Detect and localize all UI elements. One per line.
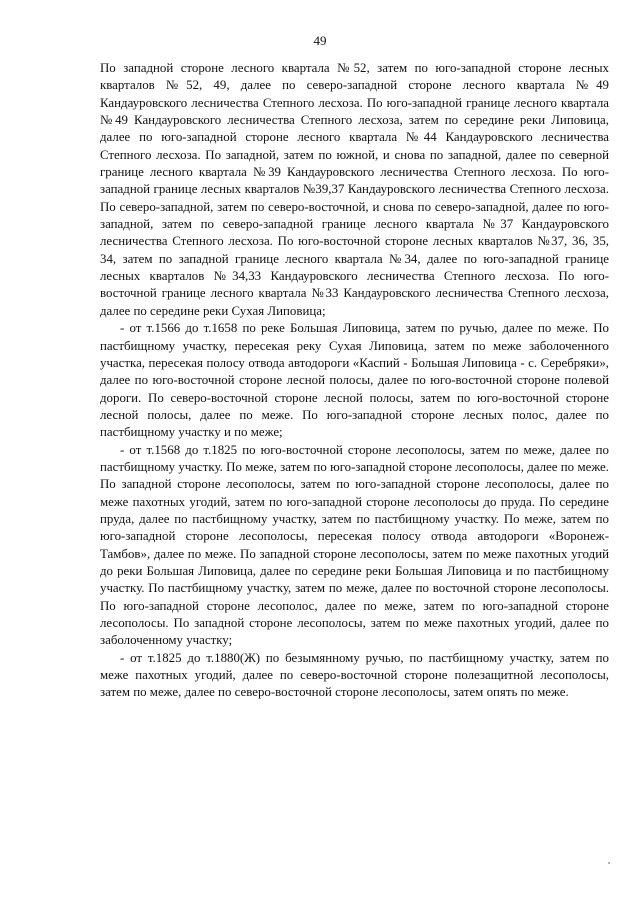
paragraph-segment-1825-1880: - от т.1825 до т.1880(Ж) по безымянному ручью, по пастбищному участку, затем по меже пахотных угодий, далее по северо-восточной стороне полезащитной лесополосы, затем по меже, далее по северо-восточной стороне лесополосы, затем опять по меже.: [100, 650, 609, 700]
paragraph-segment-1568-1825: - от т.1568 до т.1825 по юго-восточной стороне лесополосы, затем по меже, далее по пастбищному участку. По меже, затем по юго-западной стороне лесополосы, далее по меже. По западной стороне лесополосы, затем по юго-западной стороне лесополосы, далее по меже пахотных угодий, затем по юго-западной стороне лесополосы до пруда. По середине пруда, далее по пастбищному участку, затем по пастбищному участку. По меже, затем по юго-западной стороне лесополосы, пересекая полосу отвода автодороги «Воронеж-Тамбов», далее по меже. По западной стороне лесополосы, затем по меже пахотных угодий до реки Большая Липовица, далее по середине реки Большая Липовица и по пастбищному участку. По пастбищному участку, затем по меже, далее по восточной стороне лесополосы. По юго-западной стороне лесополос, далее по меже, затем по юго-западной стороне лесополосы. По западной стороне лесополосы, затем по меже пахотных угодий, далее по заболоченному участку;: [100, 442, 609, 648]
paragraph-segment-1566-1658: - от т.1566 до т.1658 по реке Большая Липовица, затем по ручью, далее по меже. По пастбищному участку, пересекая реку Сухая Липовица, затем по меже заболоченного участка, пересекая полосу отвода автодороги «Каспий - Большая Липовица - с. Серебряки», далее по юго-восточной стороне лесной полосы, далее по юго-восточной стороне полевой дороги. По северо-восточной стороне лесной полосы, затем по юго-восточной стороне лесной полосы, далее по меже. По юго-западной стороне лесных полос, далее по пастбищному участку и по меже;: [100, 321, 609, 440]
paragraph-boundary-forest-quarters: По западной стороне лесного квартала №52, затем по юго-западной стороне лесных кварталов №52, 49, далее по северо-западной стороне лесного квартала №49 Кандауровского лесничества Степного лесхоза. По юго-западной границе лесного квартала №49 Кандауровского лесничества Степного лесхоза, затем по середине реки Липовица, далее по юго-западной стороне лесного квартала №44 Кандауровского лесничества Степного лесхоза. По западной, затем по южной, и снова по западной, далее по северной границе лесного квартала №39 Кандауровского лесничества Степного лесхоза. По юго-западной границе лесных кварталов №39,37 Кандауровского лесничества Степного лесхоза. По северо-западной, затем по северо-восточной, и снова по северо-западной, далее по юго-западной, затем по северо-западной границе лесного квартала №37 Кандауровского лесничества Степного лесхоза. По юго-восточной стороне лесных кварталов №37, 36, 35, 34, затем по западной границе лесного квартала №34, далее по юго-западной границе лесных кварталов №34,33 Кандауровского лесничества Степного лесхоза. По юго-восточной границе лесного квартала №33 Кандауровского лесничества Степного лесхоза, далее по середине реки Сухая Липовица;: [100, 61, 609, 318]
page-number: 49: [313, 33, 327, 48]
scan-speck: [608, 862, 610, 864]
document-body: [100, 60, 609, 702]
